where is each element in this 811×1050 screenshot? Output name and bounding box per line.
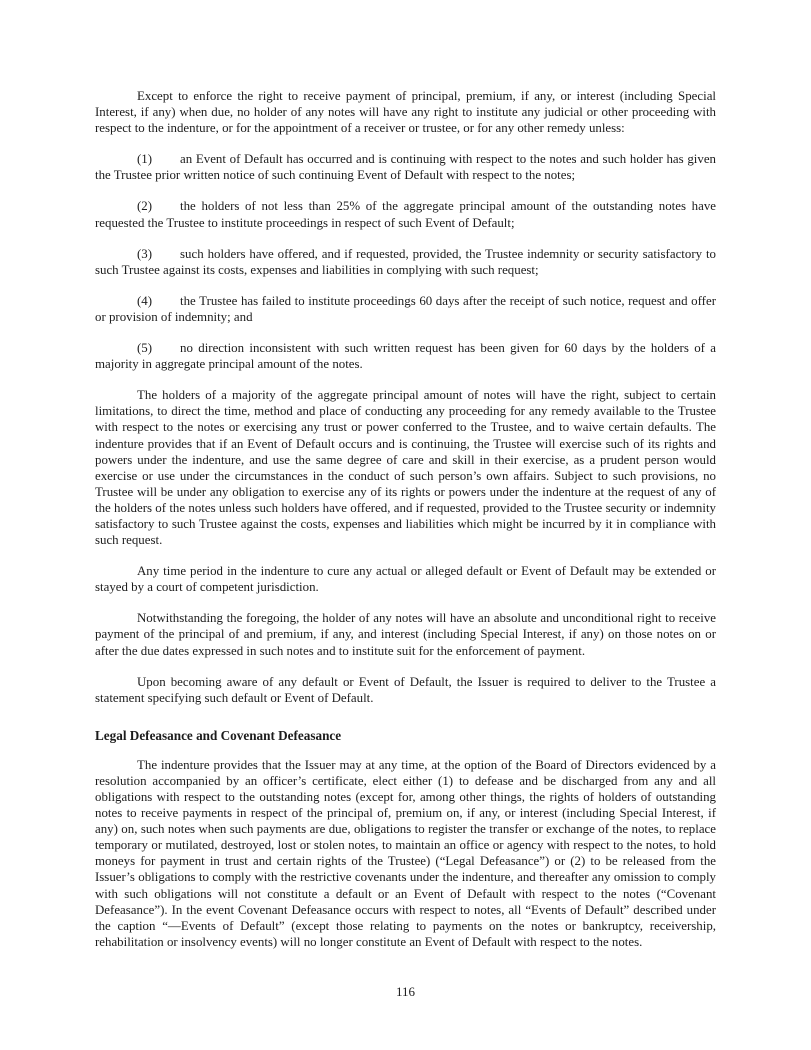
item-text: an Event of Default has occurred and is continuing with respect to the notes and such holder has given the Trustee prior written notice of such continuing Event of Default with respect to the notes;	[95, 152, 716, 183]
page-number: 116	[395, 984, 416, 999]
numbered-item-2	[95, 198, 716, 230]
item-number: (2)	[137, 199, 153, 214]
numbered-item-4	[95, 293, 716, 325]
paragraph-time-period: Any time period in the indenture to cure any actual or alleged default or Event of Default may be extended or stayed by a court of competent jurisdiction.	[95, 564, 716, 595]
item-text: the holders of not less than 25% of the aggregate principal amount of the outstanding notes have requested the Trustee to institute proceedings in respect of such Event of Default;	[95, 199, 716, 230]
item-number: (4)	[137, 293, 153, 308]
item-number: (1)	[137, 152, 153, 167]
paragraph-majority-holders: The holders of a majority of the aggregate principal amount of notes will have the right, subject to certain limitations, to direct the time, method and place of conducting any proceeding for any remedy available to the Trustee with respect to the notes or exercising any trust or power conferred to the Trustee, and to waive certain defaults. The indenture provides that if an Event of Default occurs and is continuing, the Trustee will exercise such of its rights and powers under the indenture, and use the same degree of care and skill in their exercise, as a prudent person would exercise or use under the circumstances in the conduct of such person’s own affairs. Subject to such provisions, no Trustee will be under any obligation to exercise any of its rights or powers under the indenture at the request of any of the holders of the notes unless such holders have offered, and if requested, provided to the Trustee security or indemnity satisfactory to such Trustee against the costs, expenses and liabilities which might be incurred by it in compliance with such request.	[95, 388, 716, 548]
item-text: the Trustee has failed to institute proceedings 60 days after the receipt of such notice, request and offer or provision of indemnity; and	[95, 293, 716, 324]
numbered-item-3	[95, 246, 716, 278]
numbered-item-1	[95, 151, 716, 183]
paragraph-intro: Except to enforce the right to receive payment of principal, premium, if any, or interest (including Special Interest, if any) when due, no holder of any notes will have any right to institute any judicial or other proceeding with respect to the indenture, or for the appointment of a receiver or trustee, or for any other remedy unless:	[95, 89, 716, 136]
item-number: (5)	[137, 341, 153, 356]
item-text: such holders have offered, and if requested, provided, the Trustee indemnity or security satisfactory to such Trustee against its costs, expenses and liabilities in complying with such request;	[95, 246, 716, 277]
numbered-item-5	[95, 340, 716, 372]
paragraph-upon-aware: Upon becoming aware of any default or Event of Default, the Issuer is required to deliver to the Trustee a statement specifying such default or Event of Default.	[95, 674, 716, 705]
paragraph-notwithstanding: Notwithstanding the foregoing, the holder of any notes will have an absolute and unconditional right to receive payment of the principal of and premium, if any, and interest (including Special Interest, if any) on those notes on or after the due dates expressed in such notes and to institute suit for the enforcement of payment.	[95, 611, 716, 658]
item-number: (3)	[137, 246, 153, 261]
section-heading-legal-defeasance: Legal Defeasance and Covenant Defeasance	[95, 727, 342, 743]
paragraph-defeasance: The indenture provides that the Issuer may at any time, at the option of the Board of Directors evidenced by a resolution accompanied by an officer’s certificate, elect either (1) to defease and be discharged from any and all obligations with respect to the outstanding notes (except for, among other things, the rights of holders of outstanding notes to receive payments in respect of the principal of, premium on, if any, or interest (including Special Interest, if any) on, such notes when such payments are due, obligations to register the transfer or exchange of the notes, to replace temporary or mutilated, destroyed, lost or stolen notes, to maintain an office or agency with respect to the notes, to hold moneys for payment in trust and certain rights of the Trustee) (“Legal Defeasance”) or (2) to be released from the Issuer’s obligations to comply with the restrictive covenants under the indenture, and thereafter any omission to comply with such obligations will not constitute a default or an Event of Default with respect to the notes (“Covenant Defeasance”). In the event Covenant Defeasance occurs with respect to notes, all “Events of Default” described under the caption “—Events of Default” (except those relating to payments on the notes or bankruptcy, receivership, rehabilitation or insolvency events) will no longer constitute an Event of Default with respect to the notes.	[95, 757, 716, 949]
item-text: no direction inconsistent with such written request has been given for 60 days by the holders of a majority in aggregate principal amount of the notes.	[95, 341, 716, 372]
document-body	[95, 88, 716, 965]
